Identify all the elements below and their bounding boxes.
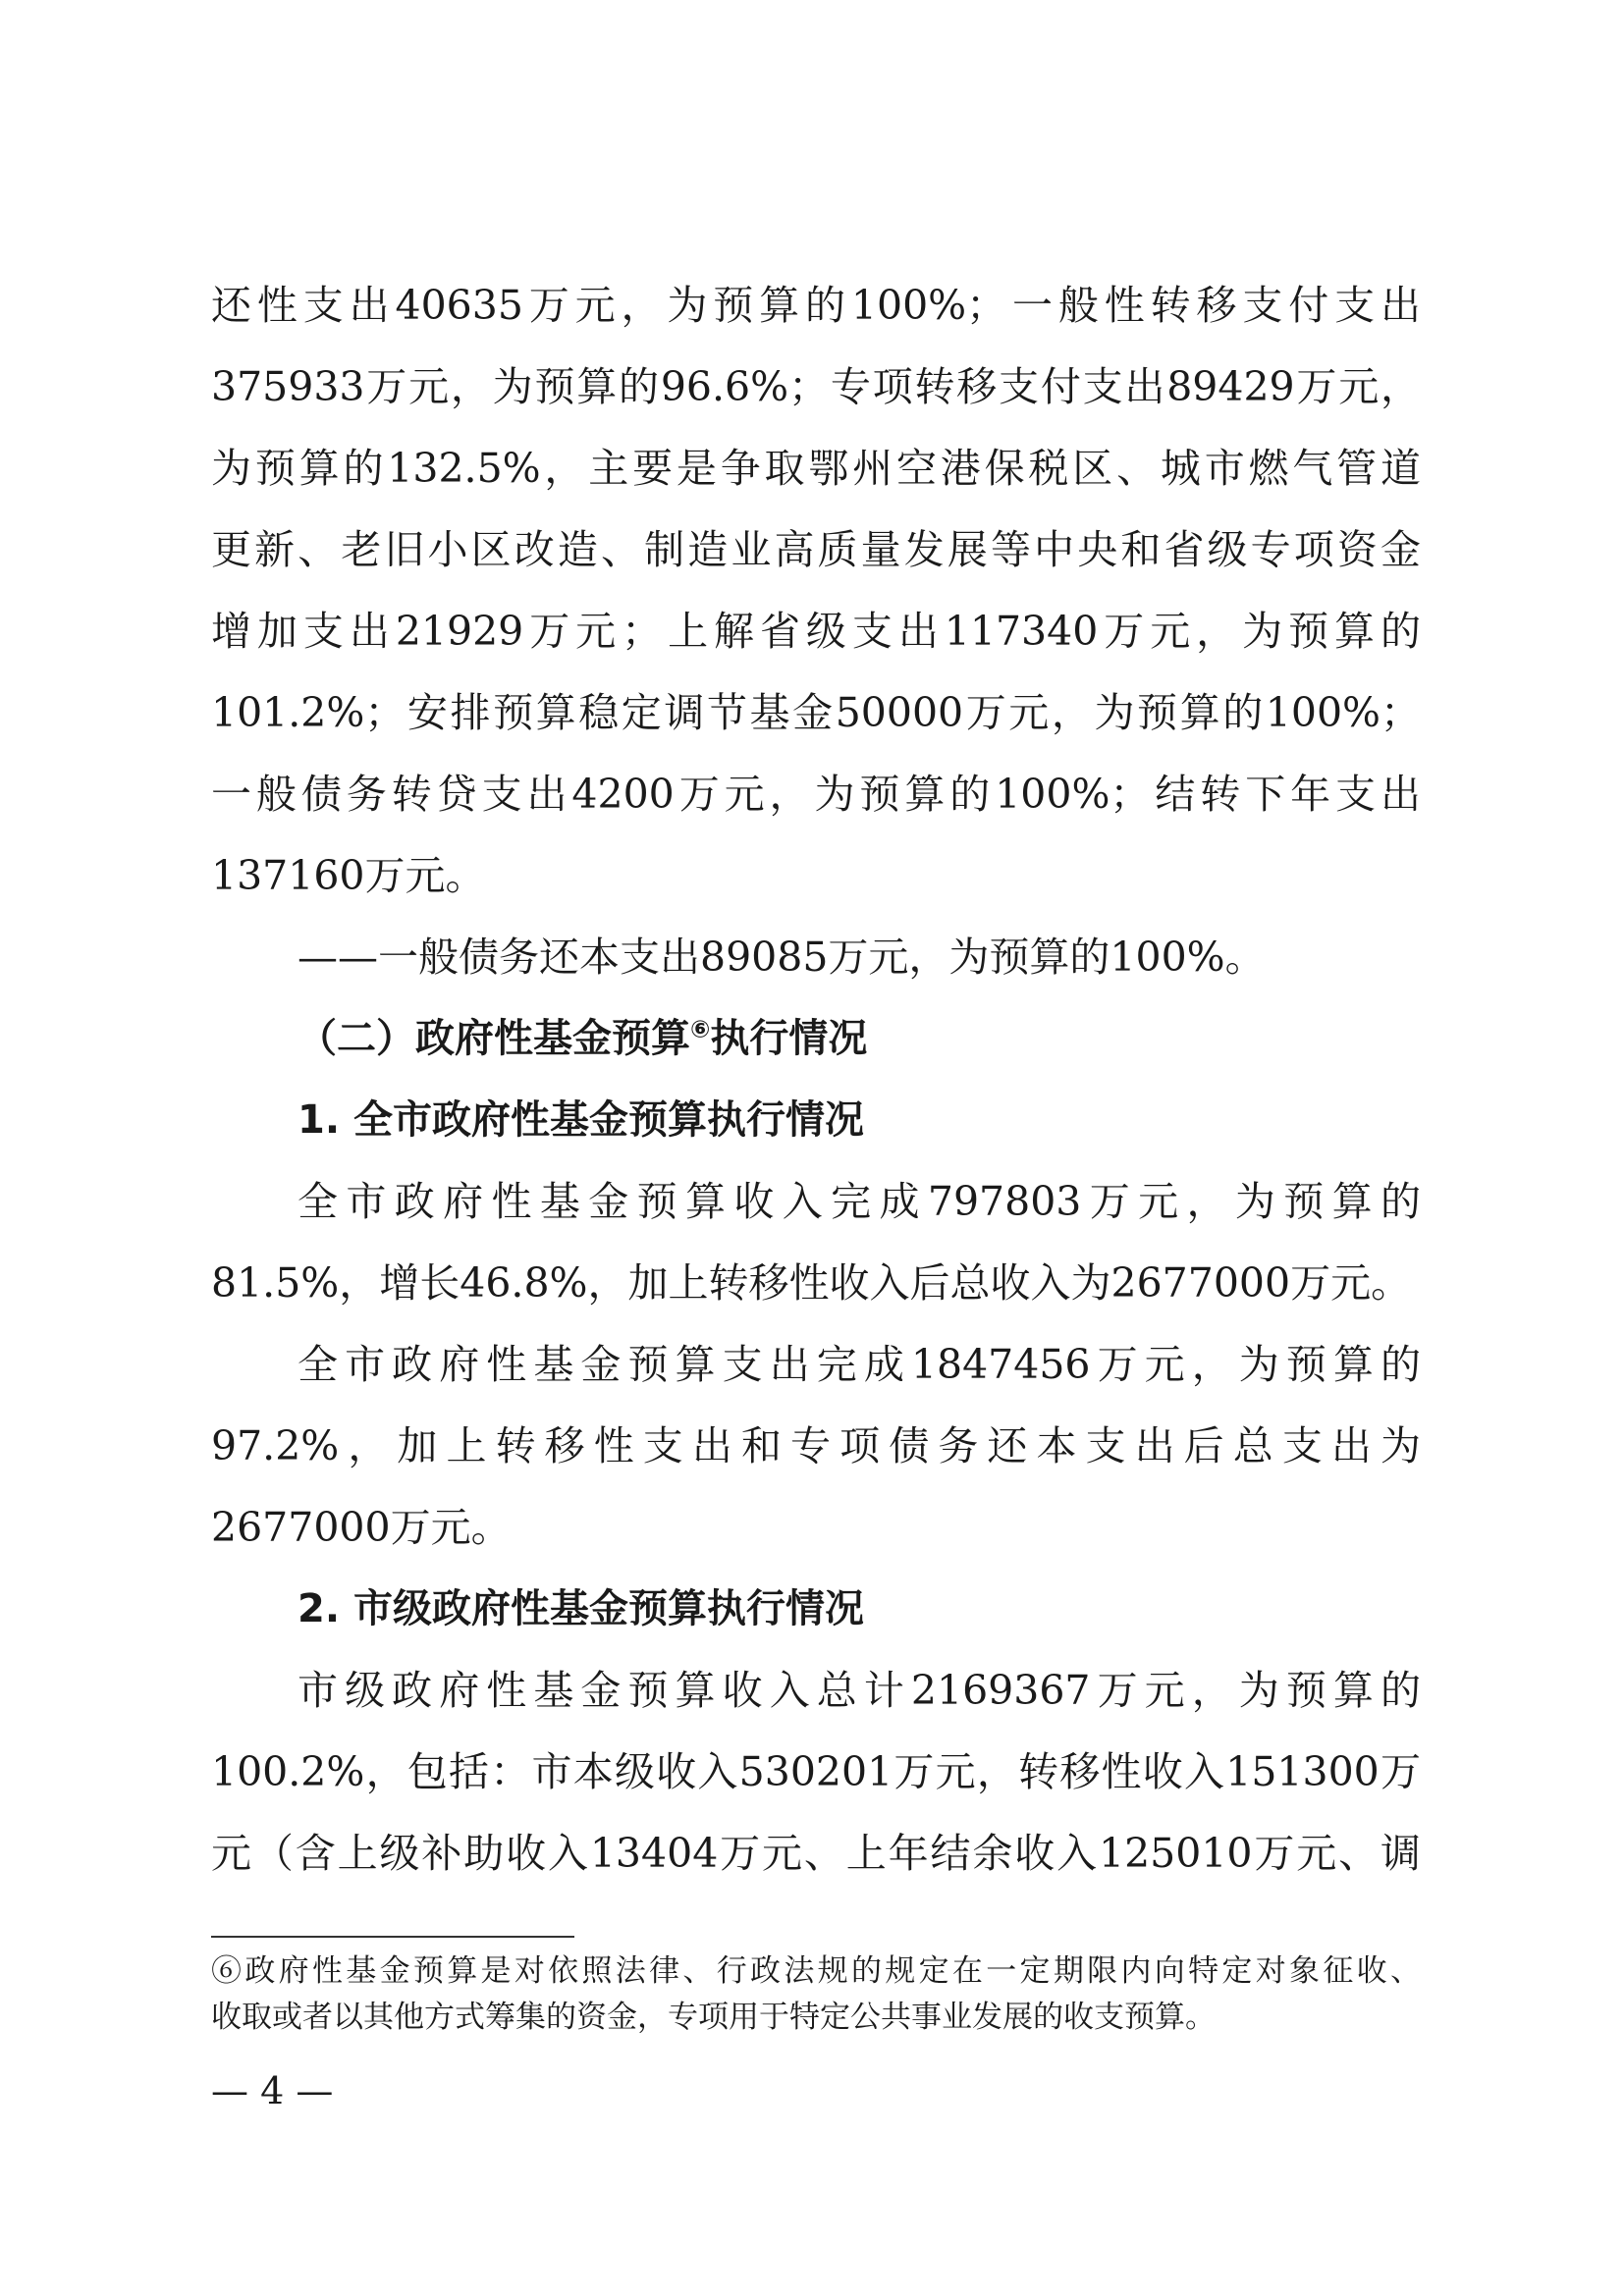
paragraph-line: 81.5%，增长46.8%，加上转移性收入后总收入为2677000万元。 — [211, 1259, 1412, 1307]
paragraph-line: 97.2%，加上转移性支出和专项债务还本支出后总支出为 — [211, 1422, 1421, 1469]
footnote — [211, 1949, 1421, 2041]
body-line: 为预算的132.5%，主要是争取鄂州空港保税区、城市燃气管道 — [211, 445, 1421, 492]
body-line: 101.2%；安排预算稳定调节基金50000万元，为预算的100%； — [211, 689, 1421, 736]
body-line: 一般债务转贷支出4200万元，为预算的100%；结转下年支出 — [211, 771, 1421, 818]
body-line: 375933万元，为预算的96.6%；专项转移支付支出89429万元， — [211, 363, 1421, 410]
page-number: — 4 — — [211, 2069, 334, 2112]
paragraph-line: 2677000万元。 — [211, 1504, 512, 1551]
section-heading-tail: 执行情况 — [710, 1016, 868, 1061]
document-body — [211, 265, 1421, 1895]
body-line: 137160万元。 — [211, 852, 486, 899]
paragraph-line: 100.2%，包括：市本级收入530201万元，转移性收入151300万 — [211, 1748, 1421, 1795]
paragraph-line: 元（含上级补助收入13404万元、上年结余收入125010万元、调 — [211, 1830, 1422, 1877]
section-heading — [211, 998, 1421, 1080]
paragraph-line: 全市政府性基金预算收入完成797803万元，为预算的 — [298, 1178, 1421, 1225]
footnote-marker[interactable]: ⑥ — [690, 1015, 711, 1043]
paragraph-line: 市级政府性基金预算收入总计2169367万元，为预算的 — [298, 1667, 1421, 1714]
body-line: 还性支出40635万元，为预算的100%；一般性转移支付支出 — [211, 282, 1421, 329]
footnote-line: ⑥政府性基金预算是对依照法律、行政法规的规定在一定期限内向特定对象征收、 — [211, 1953, 1421, 1989]
footnote-line: 收取或者以其他方式筹集的资金，专项用于特定公共事业发展的收支预算。 — [211, 2000, 1216, 2035]
subsection-heading-1: 1. 全市政府性基金预算执行情况 — [298, 1097, 864, 1143]
subsection-heading-2: 2. 市级政府性基金预算执行情况 — [298, 1586, 864, 1631]
body-line: 增加支出21929万元；上解省级支出117340万元，为预算的 — [211, 608, 1421, 655]
footnote-divider — [211, 1936, 574, 1938]
section-heading-text: （二）政府性基金预算 — [298, 1016, 690, 1061]
body-line: 更新、老旧小区改造、制造业高质量发展等中央和省级专项资金 — [211, 526, 1421, 573]
debt-repayment-line: ——一般债务还本支出89085万元，为预算的100%。 — [298, 934, 1266, 981]
paragraph-line: 全市政府性基金预算支出完成1847456万元，为预算的 — [298, 1341, 1421, 1388]
